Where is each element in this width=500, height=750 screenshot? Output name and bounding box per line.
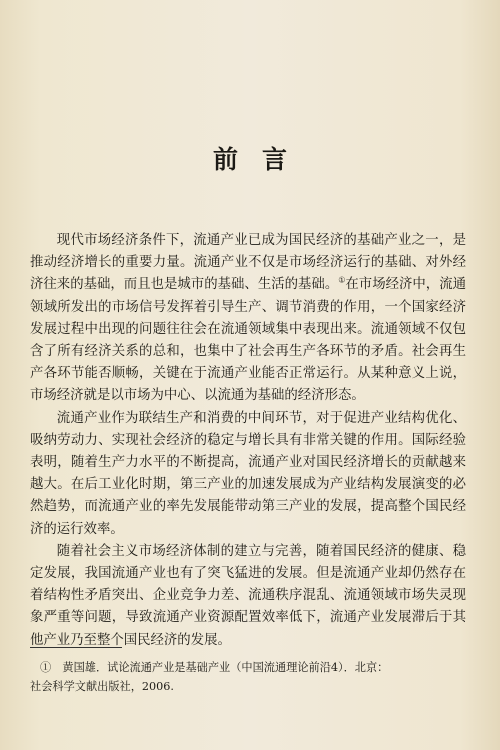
footnote-divider [30, 647, 122, 648]
paragraph: 随着社会主义市场经济体制的建立与完善，随着国民经济的健康、稳定发展，我国流通产业也有了突飞猛进的发展。但是流通产业却仍然存在着结构性矛盾突出、企业竞争力差、流通秩序混乱、流通领域市场失灵现象严重等问题，导致流通产业资源配置效率低下，流通产业发展滞后于其他产业乃至整个国民经济的发展。 [30, 543, 466, 648]
paragraph: 流通产业作为联结生产和消费的中间环节，对于促进产业结构优化、吸纳劳动力、实现社会经济的稳定与增长具有非常关键的作用。国际经验表明，随着生产力水平的不断提高，流通产业对国民经济增长的贡献越来越大。在后工业化时期，第三产业的加速发展成为产业结构发展演变的必然趋势，而流通产业的率先发展能带动第三产业的发展，提高整个国民经济的运行效率。 [30, 410, 466, 537]
page-title: 前言 [212, 145, 311, 174]
paragraph-text: 现代市场经济条件下，流通产业已成为国民经济的基础产业之一，是推动经济增长的重要力量。流通产业不仅是市场经济运行的基础、对外经济往来的基础，而且也是城市的基础、生活的基础。 [30, 233, 466, 293]
paragraph [30, 230, 466, 408]
body-text [30, 230, 466, 652]
footnote-line: ① 黄国雄．试论流通产业是基础产业（中国流通理论前沿4）．北京： [40, 661, 389, 674]
footnote-line: 社会科学文献出版社，2006. [30, 680, 174, 693]
footnote-reference: ① [338, 275, 346, 285]
footnote [30, 658, 470, 696]
paragraph-text: 在市场经济中，流通领域所发出的市场信号发挥着引导生产、调节消费的作用，一个国家经济发展过程中出现的问题往往会在流通领域集中表现出来。流通领域不仅包含了所有经济关系的总和，也集中了社会再生产各环节的矛盾。社会再生产各环节能否顺畅，关键在于流通产业能否正常运行。从某种意义上说，市场经济就是以市场为中心、以流通为基础的经济形态。 [30, 277, 467, 404]
